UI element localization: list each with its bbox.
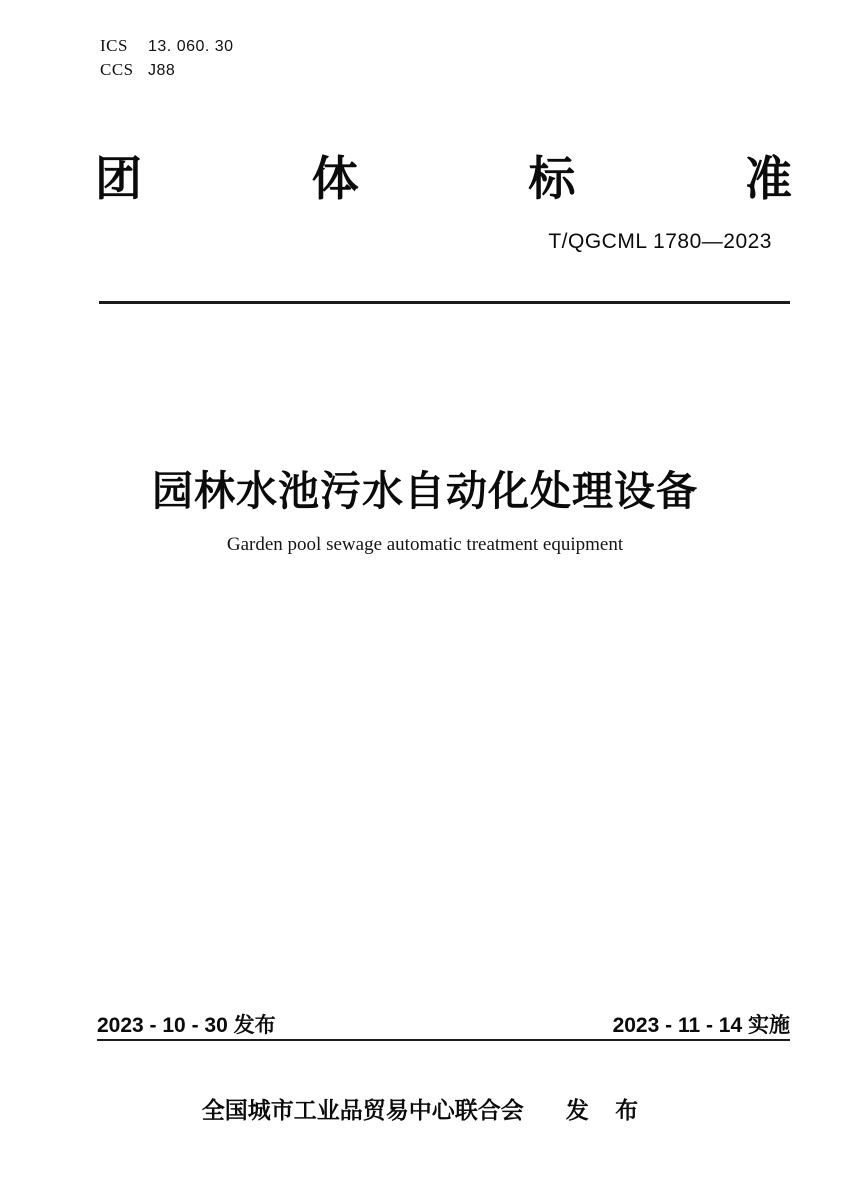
publisher-row [0,1092,850,1125]
document-title-english: Garden pool sewage automatic treatment equipment [226,534,624,555]
publish-action-label: 发 布 [565,1097,649,1123]
issue-date: 2023 - 10 - 30 发布 [97,1014,276,1037]
standard-type-banner [95,152,792,205]
header-divider-line [99,301,790,304]
ics-value: 13. 060. 30 [148,38,234,55]
banner-char: 准 [744,152,792,205]
implementation-date: 2023 - 11 - 14 实施 [612,1014,790,1037]
publisher-organization: 全国城市工业品贸易中心联合会 [201,1097,524,1123]
ics-label: ICS [100,36,128,55]
banner-char: 标 [528,152,576,205]
ccs-code-row [100,60,234,80]
ccs-value: J88 [148,62,176,79]
document-title-chinese: 园林水池污水自动化处理设备 [152,468,698,514]
banner-char: 体 [311,152,359,205]
ics-code-row [100,36,234,56]
ccs-label: CCS [100,60,134,79]
standard-number: T/QGCML 1780—2023 [548,230,772,253]
banner-char: 团 [95,152,142,205]
date-row [97,1009,790,1039]
classification-codes [100,36,234,84]
footer-divider-line [97,1039,790,1041]
